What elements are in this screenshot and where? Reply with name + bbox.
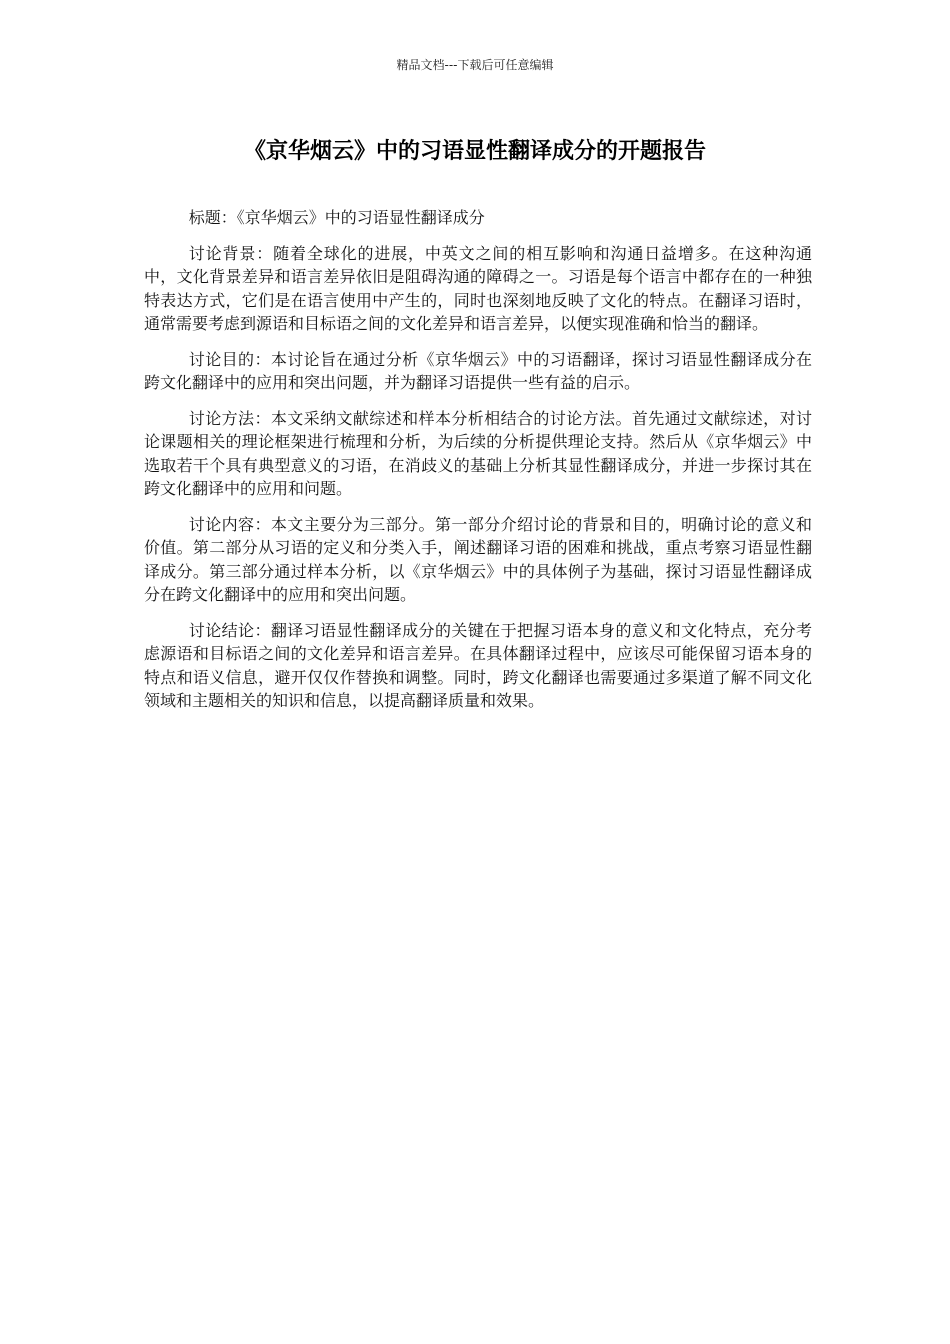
paragraph-background: 讨论背景：随着全球化的进展，中英文之间的相互影响和沟通日益增多。在这种沟通中，文化背景差异和语言差异依旧是阻碍沟通的障碍之一。习语是每个语言中都存在的一种独特表达方式，它们是在语言使用中产生的，同时也深刻地反映了文化的特点。在翻译习语时，通常需要考虑到源语和目标语之间的文化差异和语言差异，以便实现准确和恰当的翻译。 bbox=[144, 243, 812, 333]
paragraph-method: 讨论方法：本文采纳文献综述和样本分析相结合的讨论方法。首先通过文献综述，对讨论课题相关的理论框架进行梳理和分析，为后续的分析提供理论支持。然后从《京华烟云》中选取若干个具有典型意义的习语，在消歧义的基础上分析其显性翻译成分，并进一步探讨其在跨文化翻译中的应用和问题。 bbox=[144, 408, 812, 498]
paragraph-content: 讨论内容：本文主要分为三部分。第一部分介绍讨论的背景和目的，明确讨论的意义和价值。第二部分从习语的定义和分类入手，阐述翻译习语的困难和挑战，重点考察习语显性翻译成分。第三部分通过样本分析，以《京华烟云》中的具体例子为基础，探讨习语显性翻译成分在跨文化翻译中的应用和突出问题。 bbox=[144, 514, 812, 604]
paragraph-conclusion: 讨论结论：翻译习语显性翻译成分的关键在于把握习语本身的意义和文化特点，充分考虑源语和目标语之间的文化差异和语言差异。在具体翻译过程中，应该尽可能保留习语本身的特点和语义信息，避开仅仅作替换和调整。同时，跨文化翻译也需要通过多渠道了解不同文化领域和主题相关的知识和信息，以提高翻译质量和效果。 bbox=[144, 620, 812, 710]
paragraph-subject: 标题：《京华烟云》中的习语显性翻译成分 bbox=[188, 208, 485, 227]
paragraph-purpose: 讨论目的：本讨论旨在通过分析《京华烟云》中的习语翻译，探讨习语显性翻译成分在跨文化翻译中的应用和突出问题，并为翻译习语提供一些有益的启示。 bbox=[144, 349, 812, 392]
header-note: 精品文档---下载后可任意编辑 bbox=[396, 58, 554, 72]
document-body bbox=[144, 206, 812, 725]
document-title: 《京华烟云》中的习语显性翻译成分的开题报告 bbox=[243, 139, 706, 164]
